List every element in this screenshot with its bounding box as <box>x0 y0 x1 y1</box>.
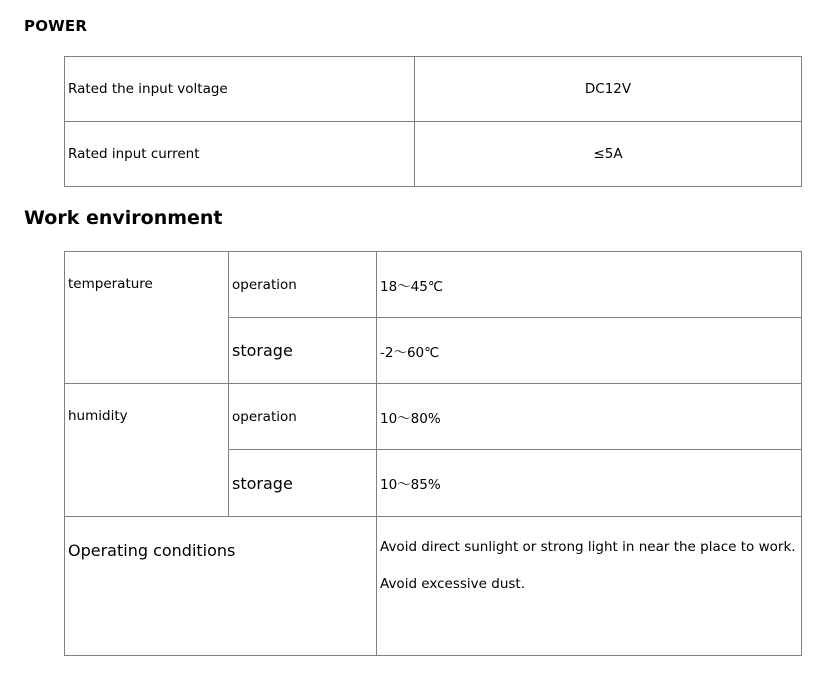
humidity-operation-value: 10～80% <box>377 384 802 450</box>
table-row <box>65 384 802 450</box>
work-environment-heading: Work environment <box>24 207 223 229</box>
table-row <box>65 252 802 318</box>
power-table <box>64 56 802 187</box>
operating-conditions-value <box>377 517 802 656</box>
operating-condition-line: Avoid direct sunlight or strong light in near the place to work. <box>380 539 796 555</box>
temperature-storage-value: -2～60℃ <box>377 318 802 384</box>
rated-input-current-label: Rated input current <box>65 122 415 187</box>
power-heading: POWER <box>24 17 88 35</box>
table-row <box>65 517 802 656</box>
temperature-storage-label: storage <box>229 318 377 384</box>
temperature-operation-label: operation <box>229 252 377 318</box>
temperature-operation-value: 18～45℃ <box>377 252 802 318</box>
rated-input-current-value: ≤5A <box>415 122 802 187</box>
operating-conditions-label: Operating conditions <box>65 517 377 656</box>
rated-input-voltage-label: Rated the input voltage <box>65 57 415 122</box>
humidity-operation-label: operation <box>229 384 377 450</box>
humidity-storage-label: storage <box>229 450 377 517</box>
rated-input-voltage-value: DC12V <box>415 57 802 122</box>
work-environment-table <box>64 251 802 656</box>
temperature-label: temperature <box>65 252 229 384</box>
table-row <box>65 57 802 122</box>
humidity-label: humidity <box>65 384 229 517</box>
operating-condition-line: Avoid excessive dust. <box>380 576 525 592</box>
table-row <box>65 122 802 187</box>
humidity-storage-value: 10～85% <box>377 450 802 517</box>
